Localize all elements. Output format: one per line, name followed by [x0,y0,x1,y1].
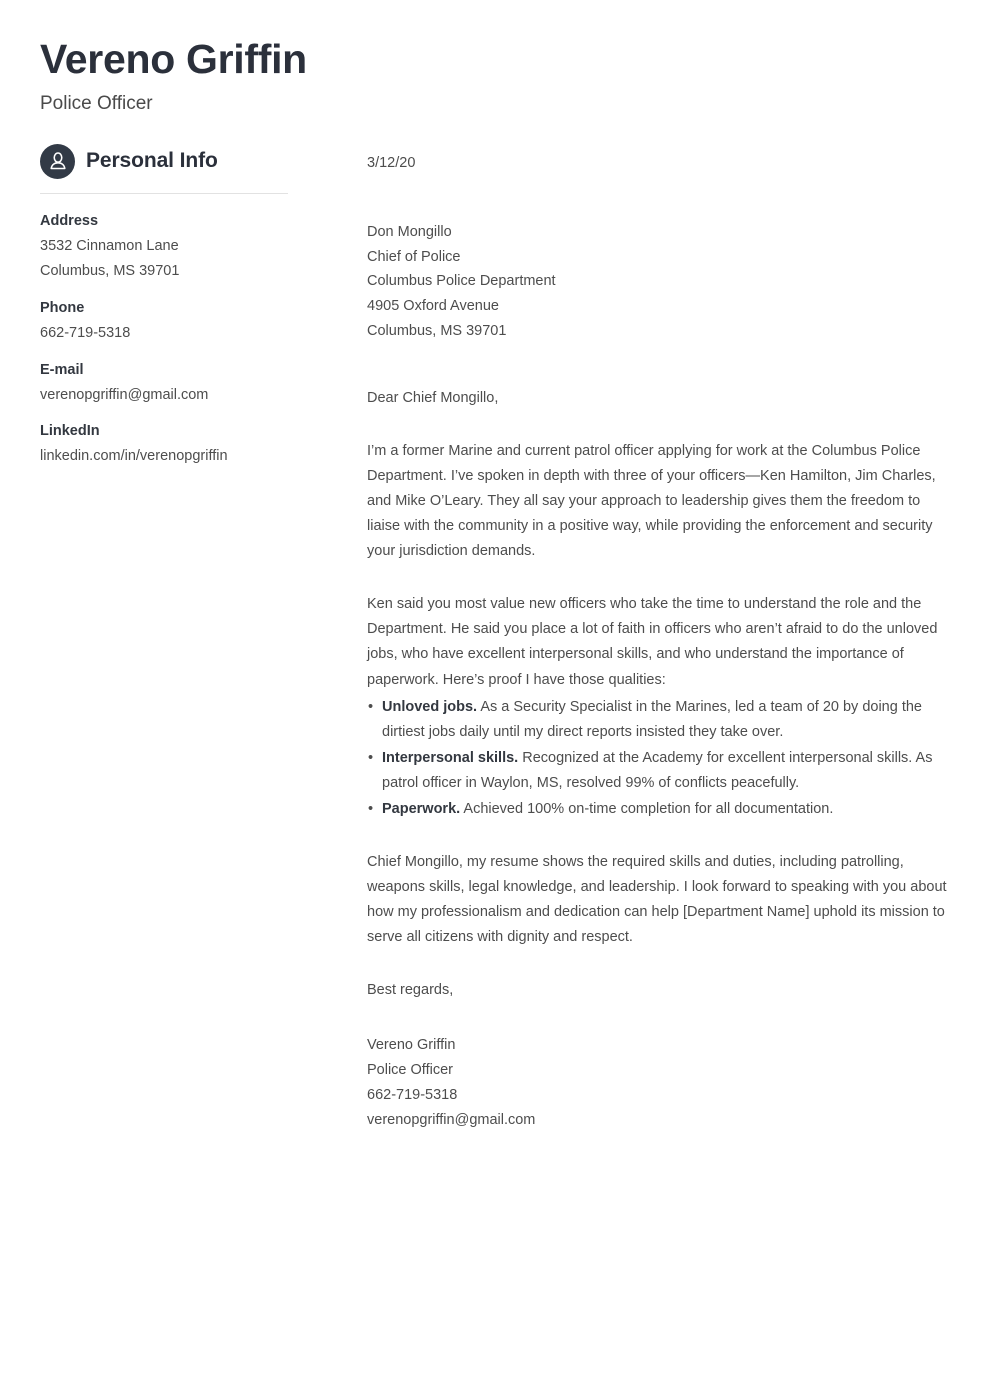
list-item [367,746,950,796]
signature-line[interactable]: verenopgriffin@gmail.com [367,1111,536,1128]
personal-info-heading [40,144,328,179]
recipient-line: Chief of Police [367,248,461,265]
letter-date: 3/12/20 [367,154,416,171]
person-icon [40,144,75,179]
list-item [367,797,950,822]
field-label: Phone [40,299,85,316]
field-value[interactable]: linkedin.com/in/verenopgriffin [40,448,228,465]
body-paragraph-3: Chief Mongillo, my resume shows the required skills and duties, including patrolling, weapons skills, legal knowledge, and leadership. I look forward to speaking with you about how my professionalism and dedication can help [Department Name] uphold its mission to serve all citizens with dignity and respect. [367,854,947,946]
list-item-text: As a Security Specialist in the Marines, led a team of 20 by doing the dirtiest jobs daily until my direct reports insisted they take over. [382,698,922,740]
signature-block [367,1033,950,1133]
list-item [367,695,950,745]
field-value: 3532 Cinnamon Lane [40,237,179,254]
sidebar [40,144,328,482]
field-label: Address [40,212,99,229]
field-label: E-mail [40,361,84,378]
field-linkedin [40,420,328,469]
field-email [40,359,328,408]
recipient-line: 4905 Oxford Avenue [367,298,499,315]
body-paragraph-1: I’m a former Marine and current patrol officer applying for work at the Columbus Police Department. I’ve spoken in depth with three of your officers—Ken Hamilton, Jim Charles, and Mike O’Leary. They all say your approach to leadership gives them the freedom to liaise with the community in a positive way, while providing the enforcement and security your jurisdiction demands. [367,442,936,560]
field-value: 662-719-5318 [40,324,131,341]
list-item-text: Achieved 100% on-time completion for all documentation. [463,800,834,817]
closing-salutation: Best regards, [367,982,454,999]
list-item-text: Recognized at the Academy for excellent interpersonal skills. As patrol officer in Waylon, MS, resolved 99% of conflicts peacefully. [382,749,933,791]
list-item-lead: Paperwork. [382,800,461,817]
page-title: Vereno Griffin [40,36,307,82]
field-address [40,210,328,284]
body-paragraph-2: Ken said you most value new officers who take the time to understand the role and the Department. He said you place a lot of faith in officers who aren’t afraid to do the unloved jobs, who have excellent interpersonal skills, and who understand the importance of paperwork. Here’s proof I have those qualities: [367,596,938,688]
letter-body [328,144,950,1133]
document-header [40,36,950,116]
field-value[interactable]: verenopgriffin@gmail.com [40,386,209,403]
list-item-lead: Interpersonal skills. [382,749,519,766]
salutation: Dear Chief Mongillo, [367,390,499,407]
field-phone [40,297,328,346]
recipient-line: Columbus, MS 39701 [367,323,507,340]
sidebar-section-title: Personal Info [86,149,218,173]
body-columns [40,144,950,1133]
recipient-line: Columbus Police Department [367,273,556,290]
field-label: LinkedIn [40,423,100,440]
sidebar-divider [40,193,288,194]
field-value: Columbus, MS 39701 [40,262,180,279]
recipient-address-block [367,220,950,345]
list-item-lead: Unloved jobs. [382,698,478,715]
signature-line: Vereno Griffin [367,1036,456,1053]
candidate-job-title: Police Officer [40,93,153,115]
signature-line: 662-719-5318 [367,1086,458,1103]
signature-line: Police Officer [367,1061,453,1078]
qualities-list [367,695,950,822]
personal-info-fields [40,210,328,469]
recipient-line: Don Mongillo [367,223,452,240]
